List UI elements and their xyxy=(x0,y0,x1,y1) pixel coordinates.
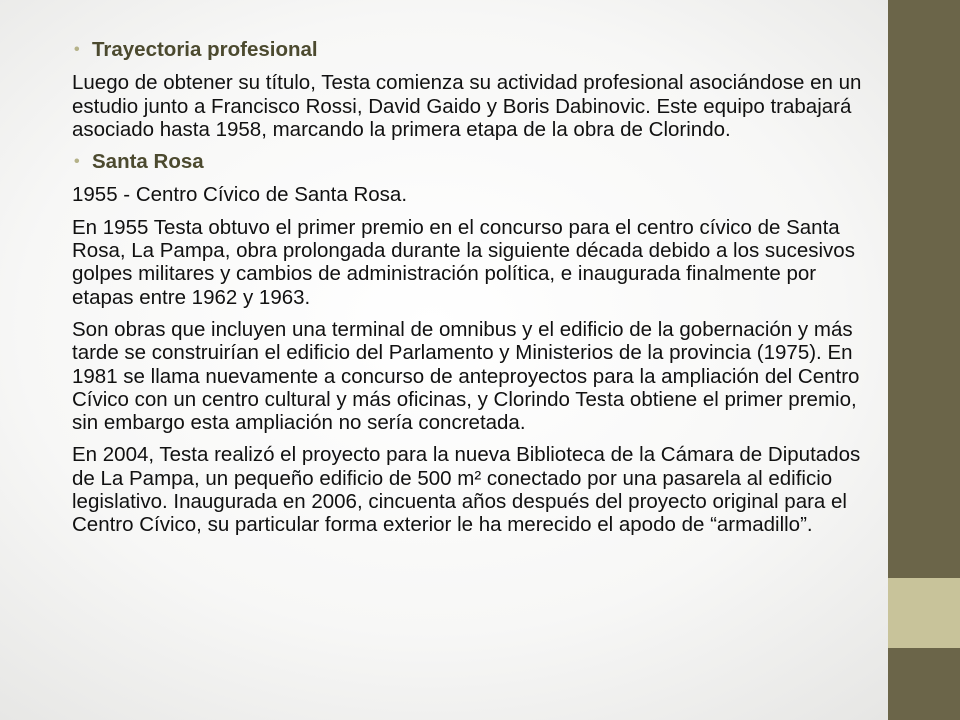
paragraph-obras: Son obras que incluyen una terminal de omnibus y el edificio de la gobernación y más tarde se construirían el edificio del Parlamento y Ministerios de la provincia (1975). En 1981 se llama nuevamente a concurso de anteproyectos para la ampliación del Centro Cívico con un centro cultural y más oficinas, y Clorindo Testa obtiene el primer premio, sin embargo esta ampliación no sería concretada. xyxy=(72,317,860,435)
paragraph-trayectoria: Luego de obtener su título, Testa comienza su actividad profesional asociándose en un estudio junto a Francisco Rossi, David Gaido y Boris Dabinovic. Este equipo trabajará asociado hasta 1958, marcando la primera etapa de la obra de Clorindo. xyxy=(72,71,862,141)
paragraph-centro-civico-title: 1955 - Centro Cívico de Santa Rosa. xyxy=(72,183,408,207)
bullet-icon: • xyxy=(74,153,80,171)
bullet-icon: • xyxy=(74,41,80,58)
heading-santa-rosa-text: Santa Rosa xyxy=(92,150,204,174)
heading-santa-rosa xyxy=(68,150,872,173)
paragraph-concurso: En 1955 Testa obtuvo el primer premio en el concurso para el centro cívico de Santa Rosa, La Pampa, obra prolongada durante la siguiente década debido a los sucesivos golpes militares y cambios de administración política, e inaugurada finalmente por etapas entre 1962 y 1963. xyxy=(72,215,855,309)
heading-trayectoria xyxy=(68,38,872,61)
slide-content xyxy=(72,38,872,546)
paragraph-biblioteca: En 2004, Testa realizó el proyecto para la nueva Biblioteca de la Cámara de Diputados de La Pampa, un pequeño edificio de 500 m² conectado por una pasarela al edificio legislativo. Inaugurada en 2006, cincuenta años después del proyecto original para el Centro Cívico, su particular forma exterior le ha merecido el apodo de “armadillo”. xyxy=(72,443,861,537)
decorative-sidebar-accent xyxy=(888,578,960,648)
heading-trayectoria-text: Trayectoria profesional xyxy=(92,38,318,61)
